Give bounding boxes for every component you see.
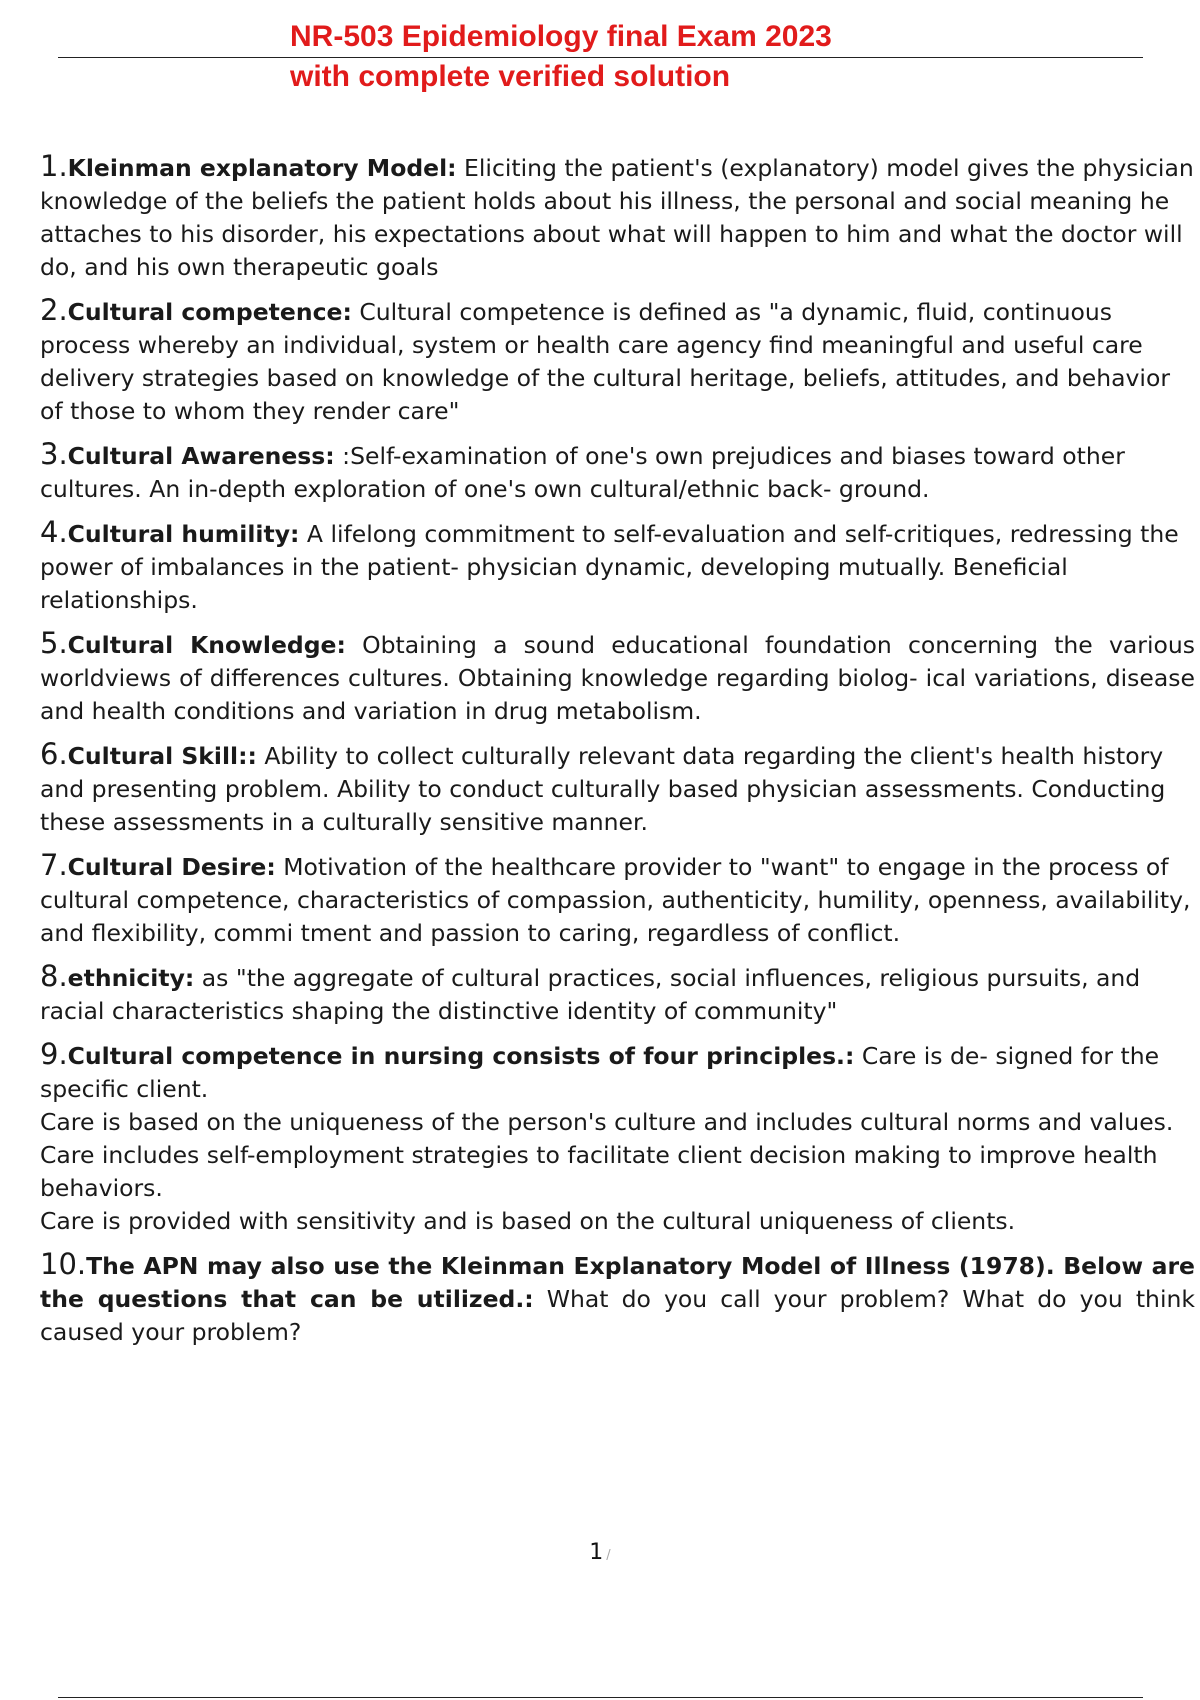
qa-item-5: [40, 627, 1195, 728]
principle-line: Care is based on the uniqueness of the person's culture and includes cultural norms and values.: [40, 1108, 1174, 1136]
document-subtitle: with complete verified solution: [290, 60, 731, 93]
qa-item-1: [40, 150, 1195, 284]
qa-item-7: [40, 849, 1195, 950]
item-number: 1.: [40, 149, 68, 183]
item-number: 5.: [40, 626, 68, 660]
item-number: 8.: [40, 959, 68, 993]
item-term: Kleinman explanatory Model:: [67, 154, 457, 182]
item-definition: A lifelong commitment to self-evaluation and self-critiques, redressing the power of imbalances in the patient- physician dynamic, developing mutually. Beneficial relationships.: [40, 520, 1179, 614]
item-definition: Motivation of the healthcare provider to "want" to engage in the process of cultural competence, characteristics of compassion, authenticity, humility, openness, availability, and flexibility, commi tment and passion to caring, regardless of conflict.: [40, 853, 1191, 947]
item-definition: Care is de- signed for the specific client.: [40, 1042, 1160, 1103]
item-definition: Eliciting the patient's (explanatory) model gives the physician knowledge of the beliefs the patient holds about his illness, the personal and social meaning he attaches to his disorder, his expectations about what will happen to him and what the doctor will do, and his own therapeutic goals: [40, 154, 1194, 281]
qa-item-9: [40, 1038, 1195, 1238]
item-term: Cultural Desire:: [67, 853, 276, 881]
item-term: ethnicity:: [67, 964, 195, 992]
page-number-suffix: /: [606, 1548, 611, 1563]
item-definition: Cultural competence is defined as "a dynamic, fluid, continuous process whereby an individual, system or health care agency find meaningful and useful care delivery strategies based on knowledge of the cultural heritage, beliefs, attitudes, and behavior of those to whom they render care": [40, 298, 1170, 425]
item-number: 10.: [40, 1247, 87, 1281]
item-number: 7.: [40, 848, 68, 882]
item-term: Cultural humility:: [67, 520, 300, 548]
item-number: 9.: [40, 1037, 68, 1071]
item-number: 4.: [40, 515, 68, 549]
item-term: Cultural competence in nursing consists of four principles.:: [67, 1042, 855, 1070]
qa-item-4: [40, 516, 1195, 617]
item-definition: as "the aggregate of cultural practices, social influences, religious pursuits, and racial characteristics shaping the distinctive identity of community": [40, 964, 1141, 1025]
item-definition: What do you call your problem? What do you think caused your problem?: [40, 1285, 1195, 1346]
item-term: Cultural competence:: [67, 298, 352, 326]
qa-item-6: [40, 738, 1195, 839]
item-number: 3.: [40, 437, 68, 471]
principle-line: Care is provided with sensitivity and is based on the cultural uniqueness of clients.: [40, 1207, 1016, 1235]
principle-line: Care includes self-employment strategies to facilitate client decision making to improve health behaviors.: [40, 1141, 1158, 1202]
item-definition: :Self-examination of one's own prejudices and biases toward other cultures. An in-depth exploration of one's own cultural/ethnic back- ground.: [40, 442, 1125, 503]
item-term: Cultural Knowledge:: [67, 631, 346, 659]
item-definition: Ability to collect culturally relevant data regarding the client's health history and presenting problem. Ability to conduct culturally based physician assessments. Conducting these assessments in a culturally sensitive manner.: [40, 742, 1166, 836]
item-term: Cultural Skill::: [67, 742, 257, 770]
qa-item-8: [40, 960, 1195, 1028]
page-number-value: 1: [589, 1540, 604, 1565]
qa-item-10: [40, 1248, 1195, 1349]
item-number: 2.: [40, 293, 68, 327]
qa-list: [40, 150, 1195, 1359]
qa-item-2: [40, 294, 1195, 428]
qa-item-3: [40, 438, 1195, 506]
page-number: [0, 1540, 1200, 1565]
page-header: [0, 0, 1200, 110]
item-definition: Obtaining a sound educational foundation concerning the various worldviews of differences cultures. Obtaining knowledge regarding biolog- ical variations, disease and health conditions and variation in drug metabolism.: [40, 631, 1195, 725]
item-number: 6.: [40, 737, 68, 771]
header-divider: [58, 57, 1143, 58]
document-title: NR-503 Epidemiology final Exam 2023: [290, 20, 832, 53]
footer-divider: [58, 1697, 1143, 1698]
item-term: The APN may also use the Kleinman Explanatory Model of Illness (1978). Below are the questions that can be utilized.:: [40, 1252, 1195, 1313]
item-term: Cultural Awareness:: [67, 442, 335, 470]
